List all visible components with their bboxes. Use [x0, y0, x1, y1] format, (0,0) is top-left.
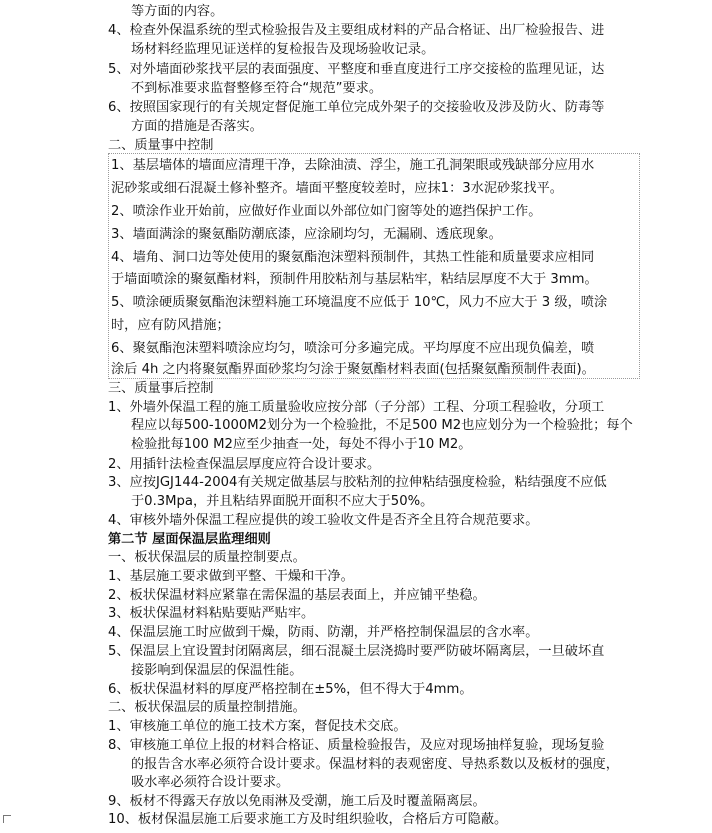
text-line: 涂后 4h 之内将聚氨酯界面砂浆均匀涂于聚氨酯材料表面(包括聚氨酯预制件表面)。: [111, 362, 595, 377]
text-line: 方面的措施是否落实。: [131, 119, 263, 134]
text-line: 1、基层墙体的墙面应清理干净，去除油渍、浮尘，施工孔洞架眼或残缺部分应用水: [111, 158, 595, 173]
text-line: 接影响到保温层的保温性能。: [131, 663, 303, 678]
text-line: 于墙面喷涂的聚氨酯材料，预制件用胶粘剂与基层粘牢，粘结层厚度不大于 3mm。: [111, 272, 598, 287]
section-heading: 一、板状保温层的质量控制要点。: [108, 550, 306, 565]
text-line: 程应以每500-1000M2划分为一个检验批，不足500 M2也应划分为一个检验批；每个: [131, 418, 633, 433]
text-line: 不到标准要求监督整修至符合“规范”要求。: [131, 81, 383, 96]
text-line: 于0.3Mpa，并且粘结界面脱开面积不应大于50%。: [131, 494, 434, 509]
text-line: 6、聚氨酯泡沫塑料喷涂应均匀，喷涂可分多遍完成。平均厚度不应出现负偏差，喷: [111, 341, 595, 356]
text-line: 1、基层施工要求做到平整、干燥和干净。: [108, 569, 354, 584]
text-line: 3、板状保温材料粘贴要贴严贴牢。: [108, 606, 315, 621]
text-line: 10、板材保温层施工后要求施工方及时组织验收，合格后方可隐蔽。: [108, 812, 508, 827]
text-line: 泥砂浆或细石混凝土修补整齐。墙面平整度较差时，应抹1：3水泥砂浆找平。: [111, 181, 563, 196]
text-line: 场材料经监理见证送样的复检报告及现场验收记录。: [131, 42, 435, 57]
text-line: 1、审核施工单位的施工技术方案，督促技术交底。: [108, 719, 407, 734]
section-heading: 二、质量事中控制: [108, 138, 214, 153]
text-line: 8、审核施工单位上报的材料合格证、质量检验报告，及应对现场抽样复验，现场复验: [108, 738, 605, 753]
text-line: 4、墙角、洞口边等处使用的聚氨酯泡沫塑料预制件，其热工性能和质量要求应相同: [111, 250, 595, 265]
text-line: 5、保温层上宜设置封闭隔离层，细石混凝土层浇捣时要严防破坏隔离层，一旦破坏直: [108, 644, 605, 659]
text-line: 2、用插针法检查保温层厚度应符合设计要求。: [108, 457, 381, 472]
text-line: 2、板状保温材料应紧靠在需保温的基层表面上，并应铺平垫稳。: [108, 588, 486, 603]
text-line: 2、喷涂作业开始前，应做好作业面以外部位如门窗等处的遮挡保护工作。: [111, 204, 542, 219]
text-line: 4、保温层施工时应做到干燥，防雨、防潮，并严格控制保温层的含水率。: [108, 625, 539, 640]
text-line: 5、对外墙面砂浆找平层的表面强度、平整度和垂直度进行工序交接检的监理见证，达: [108, 62, 605, 77]
text-line: 6、板状保温材料的厚度严格控制在±5%，但不得大于4mm。: [108, 682, 473, 697]
text-line: 9、板材不得露天存放以免雨淋及受潮，施工后及时覆盖隔离层。: [108, 794, 486, 809]
text-line: 1、外墙外保温工程的施工质量验收应按分部（子分部）工程、分项工程验收，分项工: [108, 400, 605, 415]
text-line: 6、按照国家现行的有关规定督促施工单位完成外架子的交接验收及涉及防火、防毒等: [108, 100, 605, 115]
text-line: 5、喷涂硬质聚氨酯泡沫塑料施工环境温度不应低于 10℃，风力不应大于 3 级，喷涂: [111, 295, 608, 310]
section-heading: 三、质量事后控制: [108, 381, 214, 396]
chapter-heading: 第二节 屋面保温层监理细则: [108, 532, 271, 547]
text-line: 的报告含水率必须符合设计要求。保温材料的表观密度、导热系数以及板材的强度，: [131, 757, 619, 772]
section-heading: 二、板状保温层的质量控制措施。: [108, 700, 306, 715]
text-line: 等方面的内容。: [131, 4, 224, 19]
text-line: 吸水率必须符合设计要求。: [131, 775, 290, 790]
text-line: 4、检查外保温系统的型式检验报告及主要组成材料的产品合格证、出厂检验报告、进: [108, 23, 605, 38]
margin-crop-mark: [3, 815, 11, 823]
text-line: 3、应按JGJ144-2004有关规定做基层与胶粘剂的拉伸粘结强度检验，粘结强度不应低: [108, 475, 607, 490]
text-line: 4、审核外墙外保温工程应提供的竣工验收文件是否齐全且符合规范要求。: [108, 513, 539, 528]
text-line: 3、墙面满涂的聚氨酯防潮底漆，应涂刷均匀，无漏刷、透底现象。: [111, 227, 502, 242]
text-line: 检验批每100 M2应至少抽查一处，每处不得小于10 M2。: [131, 437, 472, 452]
text-line: 时，应有防风措施；: [111, 318, 230, 333]
